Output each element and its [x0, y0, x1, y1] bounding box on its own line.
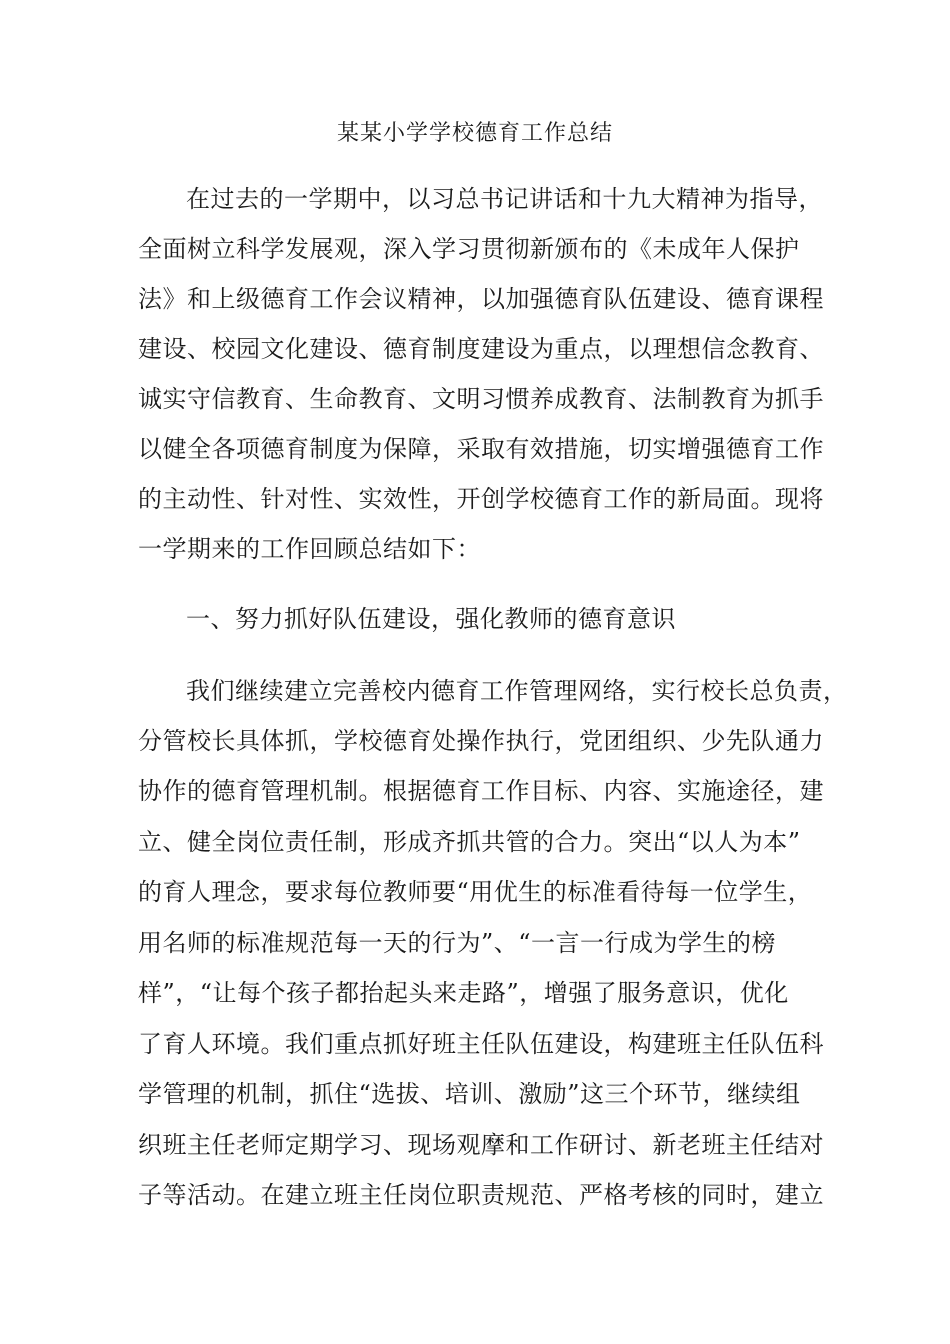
section-line: 样”，“让每个孩子都抬起头来走路”，增强了服务意识，优化 — [138, 979, 789, 1007]
intro-line: 以健全各项德育制度为保障，采取有效措施，切实增强德育工作 — [138, 435, 824, 463]
section-line: 织班主任老师定期学习、现场观摩和工作研讨、新老班主任结对 — [138, 1131, 824, 1159]
intro-line: 全面树立科学发展观，深入学习贯彻新颁布的《未成年人保护 — [138, 235, 800, 263]
section-line: 了育人环境。我们重点抓好班主任队伍建设，构建班主任队伍科 — [138, 1030, 824, 1058]
document-title: 某某小学学校德育工作总结 — [336, 121, 613, 146]
section-line: 协作的德育管理机制。根据德育工作目标、内容、实施途径，建 — [138, 777, 824, 805]
section-line: 用名师的标准规范每一天的行为”、“一言一行成为学生的榜 — [138, 929, 777, 957]
intro-line: 在过去的一学期中，以习总书记讲话和十九大精神为指导， — [186, 185, 823, 213]
intro-line: 的主动性、针对性、实效性，开创学校德育工作的新局面。现将 — [138, 485, 824, 513]
intro-line: 法》和上级德育工作会议精神，以加强德育队伍建设、德育课程 — [138, 285, 824, 313]
section-line: 分管校长具体抓，学校德育处操作执行，党团组织、少先队通力 — [138, 727, 824, 755]
section-heading: 一、努力抓好队伍建设，强化教师的德育意识 — [186, 605, 676, 633]
section-line: 学管理的机制，抓住“选拔、培训、激励”这三个环节，继续组 — [138, 1080, 801, 1108]
section-line: 立、健全岗位责任制，形成齐抓共管的合力。突出“以人为本” — [138, 828, 801, 856]
intro-line: 建设、校园文化建设、德育制度建设为重点，以理想信念教育、 — [138, 335, 824, 363]
intro-line: 诚实守信教育、生命教育、文明习惯养成教育、法制教育为抓手 — [138, 385, 824, 413]
section-line: 我们继续建立完善校内德育工作管理网络，实行校长总负责， — [186, 677, 848, 705]
intro-line: 一学期来的工作回顾总结如下： — [138, 535, 481, 563]
section-line: 子等活动。在建立班主任岗位职责规范、严格考核的同时，建立 — [138, 1181, 824, 1209]
section-line: 的育人理念，要求每位教师要“用优生的标准看待每一位学生， — [138, 878, 813, 906]
